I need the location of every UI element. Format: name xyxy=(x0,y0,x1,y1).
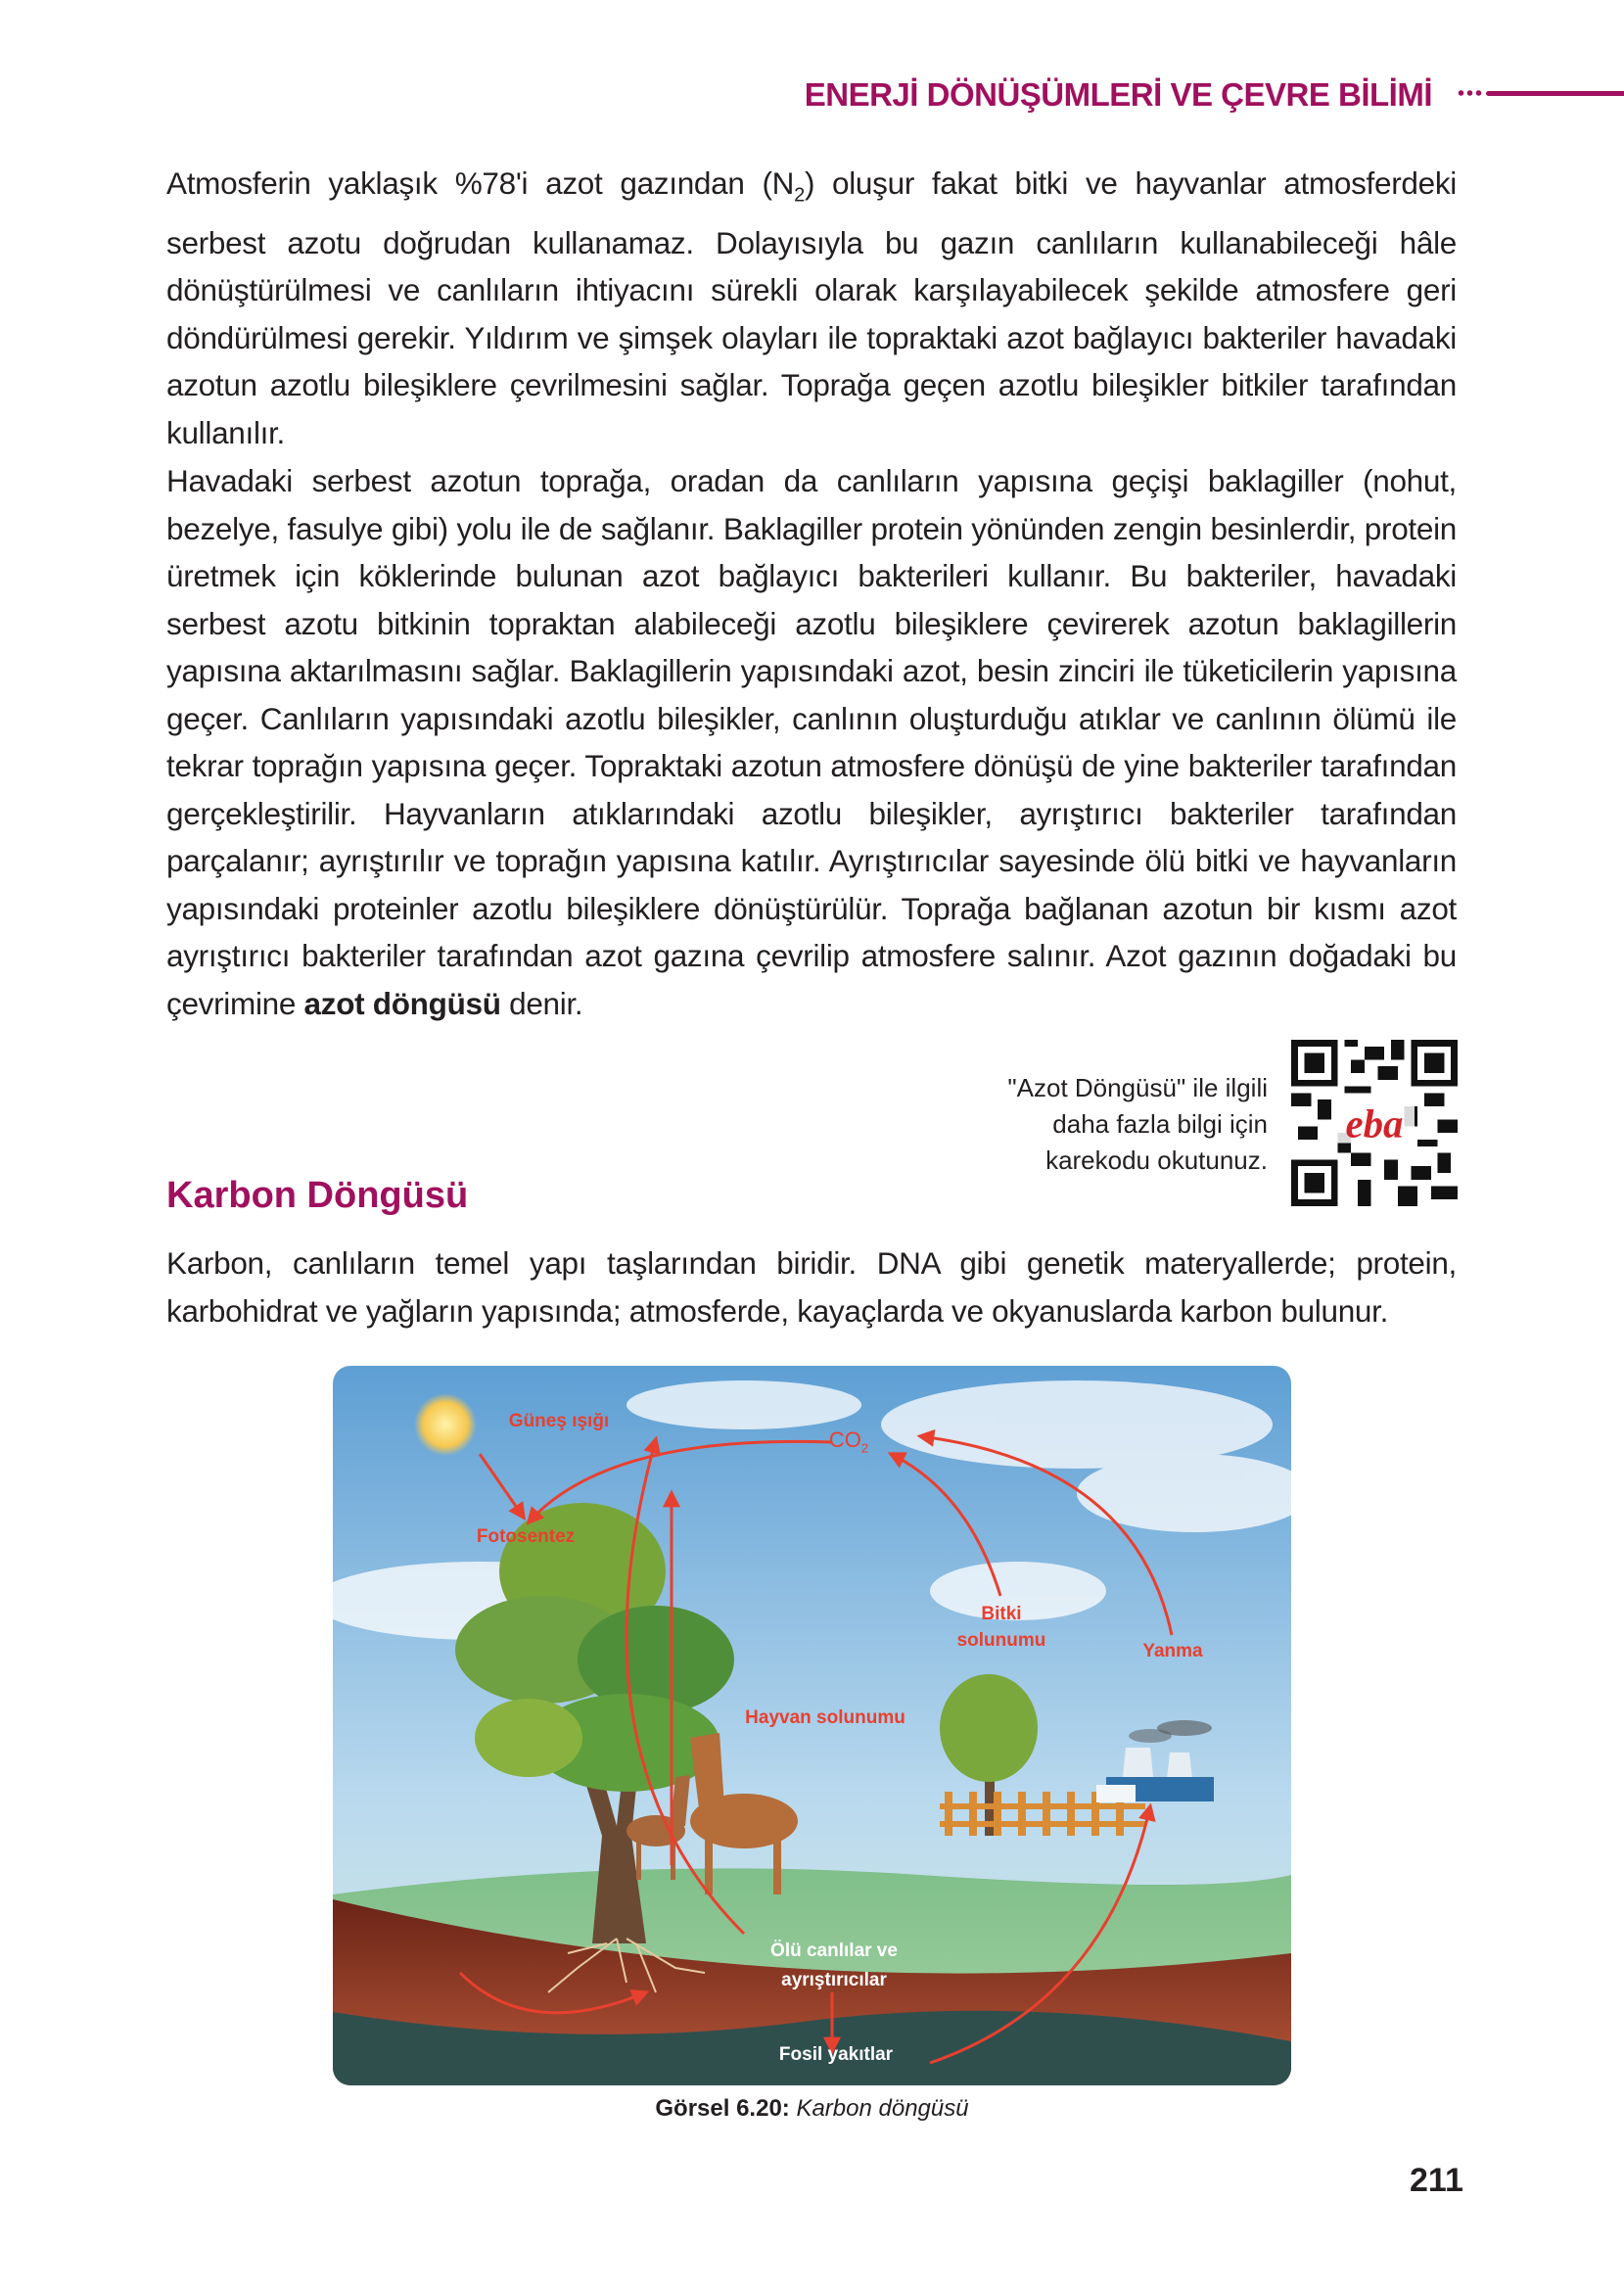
text: ) oluşur fakat bitki ve hayvanlar atmosferdeki serbest azotu doğrudan kullanamaz. Dolayısıyla bu gazın canlıların kullanabileceği hâle dönüştürülmesi ve canlıların ihtiyacını sürekli olarak karşılayabilecek şekilde atmosfere geri döndürülmesi gerekir. Yıldırım ve şimşek olayları ile topraktaki azot bağlayıcı bakteriler havadaki azotun azotlu bileşiklere çevrilmesini sağlar. Toprağa geçen azotlu bileşikler bitkiler tarafından kullanılır. xyxy=(166,165,1457,450)
label-photosynthesis: Fotosentez xyxy=(476,1526,576,1547)
page-number: 211 xyxy=(1410,2162,1463,2199)
qr-code[interactable] xyxy=(1291,1040,1458,1206)
label-animal-respiration: Hayvan solunumu xyxy=(745,1707,905,1728)
eba-logo: eba xyxy=(1345,1101,1404,1146)
caption-label: Görsel 6.20: xyxy=(655,2095,790,2122)
label-dead-organisms-2: ayrıştırıcılar xyxy=(781,1970,887,1990)
paragraph-nitrogen-1 xyxy=(166,160,1457,456)
key-term: azot döngüsü xyxy=(303,985,501,1021)
subscript: 2 xyxy=(794,184,805,207)
label-plant-respiration-1: Bitki xyxy=(981,1604,1022,1624)
label-sunlight: Güneş ışığı xyxy=(508,1411,610,1431)
text: Karbon, canlıların temel yapı taşlarından biridir. DNA gibi genetik materyallerde; protein, karbohidrat ve yağların yapısında; atmosferde, kayaçlarda ve okyanuslarda karbon bulunur. xyxy=(166,1245,1457,1329)
label-co2 xyxy=(829,1426,868,1462)
section-title: Karbon Döngüsü xyxy=(166,1175,469,1216)
label-plant-respiration-2: solunumu xyxy=(956,1630,1046,1651)
qr-caption: "Azot Döngüsü" ile ilgili daha fazla bilgi için karekodu okutunuz. xyxy=(1007,1073,1268,1175)
label-combustion: Yanma xyxy=(1142,1641,1203,1661)
text: Atmosferin yaklaşık %78'i azot gazından (N xyxy=(166,165,795,201)
carbon-cycle-illustration xyxy=(333,1366,1291,2085)
caption-text: Karbon döngüsü xyxy=(796,2095,969,2122)
text: denir. xyxy=(500,985,583,1021)
label-dead-organisms-1: Ölü canlılar ve xyxy=(770,1940,898,1961)
chapter-header: ENERJİ DÖNÜŞÜMLERİ VE ÇEVRE BİLİMİ xyxy=(804,76,1432,113)
figure-caption xyxy=(0,2095,1624,2123)
header-rule xyxy=(1486,91,1624,96)
co2-text: CO xyxy=(828,1427,861,1452)
header-dots xyxy=(1457,90,1484,96)
paragraph-carbon xyxy=(166,1239,1457,1334)
sun-icon xyxy=(414,1393,477,1456)
co2-subscript: 2 xyxy=(860,1440,869,1456)
text: Havadaki serbest azotun toprağa, oradan da canlıların yapısına geçişi baklagiller (nohut, bezelye, fasulye gibi) yolu ile de sağlanır. Baklagiller protein yönünden zengin besinlerdir, protein üretmek için köklerinde bulunan azot bağlayıcı bakterileri kullanır. Bu bakteriler, havadaki serbest azotu bitkinin topraktan alabileceği azotlu bileşiklere çevirerek azotun baklagillerin yapısına aktarılmasını sağlar. Baklagillerin yapısındaki azot, besin zinciri ile tüketicilerin yapısına geçer. Canlıların yapısındaki azotlu bileşikler, canlının oluşturduğu atıklar ve canlının ölümü ile tekrar toprağın yapısına geçer. Topraktaki azotun atmosfere dönüşü de yine bakteriler tarafından gerçekleştirilir. Hayvanların atıklarındaki azotlu bileşikler, ayrıştırıcı bakteriler tarafından parçalanır; ayrıştırılır ve toprağın yapısına katılır. Ayrıştırıcılar sayesinde ölü bitki ve hayvanların yapısındaki proteinler azotlu bileşiklere dönüştürülür. Toprağa bağlanan azotun bir kısmı azot ayrıştırıcı bakteriler tarafından azot gazına çevrilip atmosfere salınır. Azot gazının doğadaki bu çevrimine xyxy=(166,463,1457,1021)
paragraph-nitrogen-2 xyxy=(166,457,1457,1027)
label-fossil-fuels: Fosil yakıtlar xyxy=(778,2044,894,2065)
